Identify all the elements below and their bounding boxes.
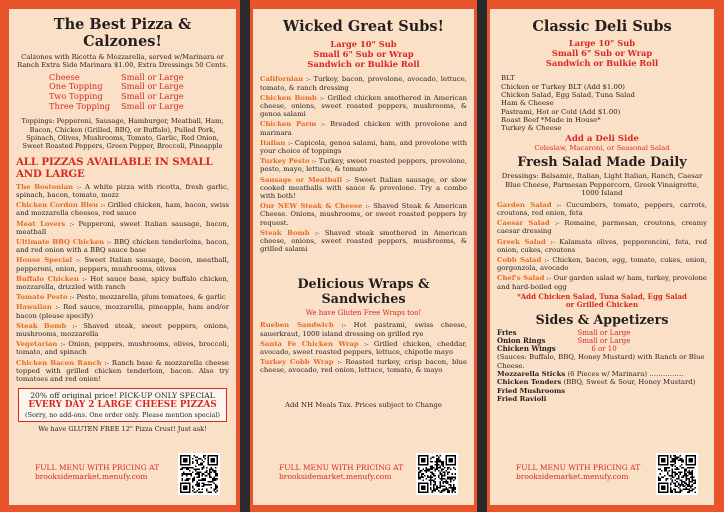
- sub-item: [260, 157, 467, 173]
- wrap-item: [260, 358, 467, 374]
- item-description: :- Grilled chicken, cheddar, avocado, sweet roasted peppers, lettuce, chipotle mayo: [260, 339, 467, 357]
- sub-item: [260, 229, 467, 254]
- mozz-name: Mozzarella Sticks: [497, 370, 566, 379]
- pizza-item: [16, 275, 229, 291]
- tenders-name: Chicken Tenders: [497, 378, 562, 387]
- salad-item: [497, 274, 707, 290]
- item-name: Our NEW Steak & Cheese: [260, 202, 363, 211]
- item-name: Steak Bomb: [260, 228, 310, 237]
- footer: [500, 453, 704, 497]
- divider-stripe-1: [240, 0, 250, 512]
- qr-code[interactable]: [178, 453, 220, 495]
- extra-side: Fried Mushrooms: [497, 386, 566, 395]
- item-description: :- Sweet Italian sausage, bacon, meatball, pepperoni, onion, peppers, mushrooms, olives: [16, 256, 229, 273]
- item-description: :- Red sauce, mozzarella, pineapple, ham and/or bacon (please specify): [16, 303, 229, 320]
- size-line: Small 6" Sub or Wrap: [313, 48, 414, 59]
- pizza-panel: [9, 9, 236, 505]
- wraps-subtitle: We have Gluten Free Wraps too!: [305, 309, 422, 318]
- footer-url[interactable]: brooksidemarket.menufy.com: [35, 472, 148, 481]
- footer-line-1: FULL MENU WITH PRICING AT: [35, 463, 160, 472]
- item-name: Buffalo Chicken: [16, 274, 79, 283]
- tax-note: Add NH Meals Tax. Prices subject to Change: [285, 400, 442, 409]
- side-price: Small or Large: [577, 336, 631, 345]
- pizza-item: [16, 293, 229, 301]
- pizza-price-grid: [16, 73, 229, 111]
- sub-items: [260, 75, 467, 253]
- item-name: Vegetarian: [16, 340, 58, 349]
- item-name: Chicken Bomb: [260, 93, 317, 102]
- sub-item: [260, 120, 467, 136]
- item-description: :- Hot sauce base, spicy buffalo chicken, mozzarella, drizzled with ranch: [16, 274, 229, 292]
- special-line-1: 20% off original price! PICK-UP ONLY SPECIAL: [30, 391, 215, 401]
- add-side-heading: Add a Deli Side: [565, 134, 639, 145]
- item-name: Chicken Cordon Bleu: [16, 201, 99, 210]
- side-price: 6 or 10: [591, 345, 617, 354]
- item-description: :- Ranch base & mozzarella cheese topped with grilled chicken tenderloin, bacon. Also try tomatoes and red onion!: [16, 358, 229, 384]
- deli-panel: [490, 9, 714, 505]
- footer-text: [35, 463, 159, 481]
- salad-item: [497, 256, 707, 272]
- special-line-2: EVERY DAY 2 LARGE CHEESE PIZZAS: [28, 400, 217, 411]
- price-size: Small or Large: [121, 100, 184, 111]
- deli-list: [501, 74, 707, 132]
- salad-title: Fresh Salad Made Daily: [517, 155, 687, 171]
- item-name: Turkey Pesto: [260, 157, 310, 166]
- item-description: :- Pepperoni, sweet Italian sausage, bacon, meatball: [16, 219, 229, 236]
- price-name: Three Topping: [49, 100, 111, 111]
- mozz-line: [497, 370, 707, 378]
- item-name: Greek Salad: [497, 237, 546, 246]
- item-description: :- Breaded chicken with provolone and marinara: [260, 120, 467, 137]
- add-side-options: Coleslaw, Macaroni, or Seasonal Salad: [534, 144, 670, 153]
- all-pizzas-heading: ALL PIZZAS AVAILABLE IN SMALL AND LARGE: [16, 155, 213, 180]
- price-name: Two Topping: [49, 91, 103, 101]
- item-name: Chicken Bacon Ranch: [16, 358, 102, 367]
- add-chicken-note: *Add Chicken Salad, Tuna Salad, Egg Salad or Grilled Chicken: [517, 291, 687, 310]
- item-name: Tomato Pesto: [16, 293, 68, 302]
- item-name: Hawaiian: [16, 303, 52, 312]
- item-description: :- Shaved steak smothered in American cheese, onions, sweet roasted peppers, mushrooms, & grilled salami: [260, 228, 467, 254]
- item-description: :- Chicken, bacon, egg, tomato, cukes, onion, gorgonzola, avocado: [497, 255, 707, 273]
- price-size: Small or Large: [121, 71, 184, 82]
- wrap-items: [260, 321, 467, 374]
- item-description: :- Onion, peppers, mushrooms, olives, broccoli, tomato, and spinach: [16, 340, 229, 357]
- size-line: Large 10" Sub: [330, 39, 397, 49]
- toppings-list: Toppings: Pepperoni, Sausage, Hamburger, Meatball, Ham, Bacon, Chicken (Grilled, BBQ, or Buffalo), Pulled Pork, Spinach, Olives, Mushrooms, Tomato, Garlic, Red Onion, Sweet Roasted Peppers, Green Pepper, Broccoli, Pineapple: [21, 117, 224, 151]
- gluten-free-note: We have GLUTEN FREE 12" Pizza Crust! Just ask!: [38, 424, 207, 433]
- size-line: Sandwich or Bulkie Roll: [545, 57, 659, 68]
- sub-item: [260, 94, 467, 119]
- sub-item: [260, 139, 467, 155]
- salad-item: [497, 201, 707, 217]
- item-name: Chicken Parm: [260, 120, 317, 129]
- item-description: :- A white pizza with ricotta, fresh garlic, spinach, bacon, tomato, mozz: [16, 182, 229, 200]
- price-size: Small or Large: [121, 91, 184, 101]
- pizza-item: [16, 322, 229, 338]
- price-name: Cheese: [49, 71, 80, 82]
- item-description: :- Roasted turkey, crisp bacon, blue cheese, avocado, red onion, lettuce, tomato, & mayo: [260, 358, 467, 375]
- subs-title: Wicked Great Subs!: [283, 18, 444, 35]
- item-name: Steak Bomb: [16, 321, 67, 330]
- calzone-intro: Calzones with Ricotta & Mozzarella, served w/Marinara or Ranch Extra Side Marinara $1.00, Extra Dressings 50 Cents.: [17, 53, 228, 70]
- special-box: [18, 388, 227, 422]
- side-item: [497, 345, 707, 353]
- special-line-3: (Sorry, no add-ons. One order only. Please mention special): [25, 410, 220, 419]
- deli-item: Chicken or Turkey BLT (Add $1.00): [501, 82, 625, 91]
- mozz-note: (6 Pieces w/ Marinara) ……………: [565, 370, 684, 379]
- footer-text: [279, 463, 403, 481]
- sides-title: Sides & Appetizers: [535, 311, 669, 327]
- subs-sizes: [260, 40, 467, 69]
- footer-line-1: FULL MENU WITH PRICING AT: [516, 463, 641, 472]
- side-price: Small or Large: [577, 328, 631, 337]
- side-name: Fries: [497, 327, 517, 337]
- footer-text: [516, 463, 640, 481]
- deli-item: Pastrami, Hot or Cold (Add $1.00): [501, 107, 621, 116]
- item-description: :- Turkey, bacon, provolone, avocado, lettuce, tomato, & ranch dressing: [260, 75, 467, 92]
- item-description: :- Capicola, genoa salami, ham, and provolone with your choice of toppings: [260, 138, 467, 156]
- salad-item: [497, 238, 707, 254]
- item-name: Californian: [260, 75, 304, 84]
- item-name: Sausage or Meatball: [260, 175, 343, 184]
- item-name: Turkey Cobb Wrap: [260, 358, 334, 367]
- item-name: Chef's Salad: [497, 274, 545, 283]
- price-size: Small or Large: [121, 81, 184, 92]
- pizza-item: [16, 201, 229, 217]
- qr-code[interactable]: [416, 453, 458, 495]
- item-name: The Bostonian: [16, 182, 74, 191]
- pizza-item: [16, 359, 229, 384]
- item-name: Cobb Salad: [497, 255, 542, 264]
- deli-title: Classic Deli Subs: [532, 18, 672, 35]
- pizza-item: [16, 220, 229, 236]
- footer: [19, 453, 226, 497]
- item-name: Garden Salad: [497, 200, 552, 209]
- item-description: :- Sweet Italian sausage, or slow cooked meatballs with sauce & provolone. Try a combo with both!: [260, 175, 467, 201]
- deli-item: Ham & Cheese: [501, 99, 554, 108]
- footer: [263, 453, 464, 497]
- item-description: :- Grilled chicken, ham, bacon, swiss and mozzarella cheeses, red sauce: [16, 201, 229, 218]
- item-name: Italian: [260, 138, 286, 147]
- deli-item: Roast Beef *Made in House*: [501, 115, 601, 124]
- pizza-item: [16, 238, 229, 254]
- side-items: [497, 329, 707, 354]
- pizza-title: The Best Pizza & Calzones!: [53, 16, 192, 50]
- pizza-item: [16, 183, 229, 199]
- pizza-item: [16, 256, 229, 272]
- item-description: :- Hot pastrami, swiss cheese, sauerkraut, 1000 island dressing on grilled rye: [260, 321, 467, 338]
- item-description: :- BBQ chicken tenderloins, bacon, and red onion with a BBQ sauce base: [16, 238, 230, 255]
- deli-sizes: [497, 39, 707, 68]
- pizza-item: [16, 303, 229, 319]
- item-name: Meat Lovers: [16, 219, 66, 228]
- dressings-list: Dressings: Balsamic, Italian, Light Italian, Ranch, Caesar Blue Cheese, Parmesan Peppercorn, Greek Vinaigrette, 1000 Island: [501, 172, 703, 198]
- tenders-note: (BBQ, Sweet & Sour, Honey Mustard): [561, 378, 696, 387]
- item-description: :- Kalamata olives, pepperoncini, feta, red onion, cukes, croutons: [497, 237, 707, 254]
- qr-code[interactable]: [656, 453, 698, 495]
- divider-stripe-2: [477, 0, 487, 512]
- price-name: One Topping: [49, 81, 103, 92]
- wrap-item: [260, 321, 467, 337]
- item-description: :- Pesto, mozzarella, plum tomatoes, & garlic: [69, 293, 226, 302]
- item-name: Rueben Sandwich: [260, 321, 334, 330]
- item-description: :- Shaved Steak & American Cheese. Onions, mushrooms, or sweet roasted peppers by request.: [260, 202, 467, 227]
- item-name: House Special: [16, 256, 73, 265]
- item-name: Ultimate BBQ Chicken: [16, 238, 105, 247]
- wrap-item: [260, 340, 467, 356]
- size-line: Small 6" Sub or Wrap: [551, 47, 653, 58]
- item-description: :- Turkey, sweet roasted peppers, provolone, pesto, mayo, lettuce, & tomato: [260, 157, 467, 174]
- item-description: :- Cucumbers, tomato, peppers, carrots, croutons, red onion, feta: [497, 200, 707, 217]
- deli-item: BLT: [501, 74, 515, 83]
- sub-item: [260, 176, 467, 201]
- footer-url[interactable]: brooksidemarket.menufy.com: [279, 472, 392, 481]
- pizza-items: [16, 183, 229, 383]
- side-name: Chicken Wings: [497, 344, 556, 354]
- item-description: :- Romaine, parmesan, croutons, creamy caesar dressing: [497, 219, 707, 236]
- item-name: Caesar Salad: [497, 219, 550, 228]
- wings-note: (Sauces: Buffalo, BBQ, Honey Mustard) with Ranch or Blue Cheese.: [497, 353, 705, 370]
- item-name: Santa Fe Chicken Wrap: [260, 339, 359, 348]
- extra-side: Fried Ravioli: [497, 394, 547, 403]
- salad-item: [497, 219, 707, 235]
- item-description: :- Our garden salad w/ ham, turkey, provolone and hard-boiled egg: [497, 274, 707, 291]
- side-name: Onion Rings: [497, 335, 546, 345]
- salad-items: [497, 201, 707, 291]
- item-description: :- Shaved steak, sweet peppers, onions, mushrooms, mozzarella: [16, 321, 229, 339]
- subs-panel: [253, 9, 474, 505]
- size-line: Sandwich or Bulkie Roll: [307, 58, 420, 69]
- deli-item: Chicken Salad, Egg Salad, Tuna Salad: [501, 90, 635, 99]
- sub-item: [260, 202, 467, 227]
- footer-line-1: FULL MENU WITH PRICING AT: [279, 463, 404, 472]
- wraps-title: Delicious Wraps & Sandwiches: [297, 277, 430, 308]
- tenders-line: [497, 378, 707, 386]
- item-description: :- Grilled chicken smothered in American cheese, onions, sweet roasted peppers, mushrooms, & genoa salami: [260, 93, 467, 119]
- deli-item: Turkey & Cheese: [501, 124, 562, 133]
- pizza-item: [16, 340, 229, 356]
- sub-item: [260, 75, 467, 91]
- size-line: Large 10" Sub: [568, 38, 636, 48]
- footer-url[interactable]: brooksidemarket.menufy.com: [516, 472, 629, 481]
